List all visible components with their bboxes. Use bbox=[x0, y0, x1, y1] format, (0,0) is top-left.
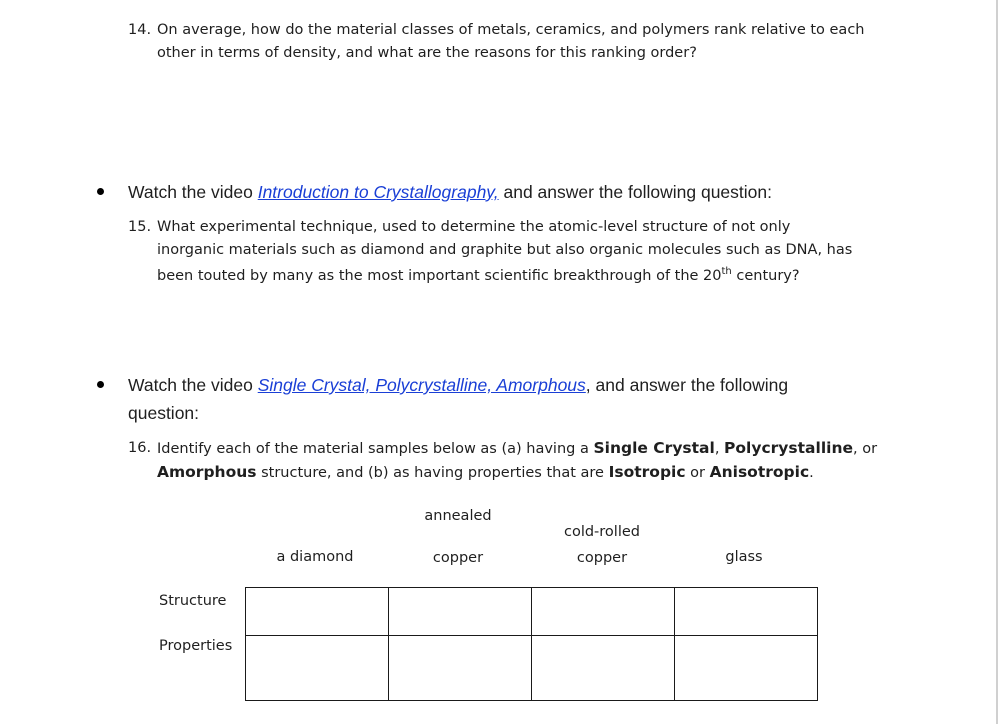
answer-cell[interactable] bbox=[246, 588, 389, 636]
answer-cell[interactable] bbox=[389, 636, 532, 701]
question-text-segment: structure, and (b) as having properties that are bbox=[256, 465, 609, 481]
instruction-suffix: , and answer the following bbox=[585, 375, 789, 395]
term-polycrystalline: Polycrystalline bbox=[724, 439, 853, 457]
column-header-label: a diamond bbox=[276, 549, 354, 565]
bullet-icon bbox=[97, 381, 104, 388]
answer-cell[interactable] bbox=[246, 636, 389, 701]
table-row bbox=[246, 588, 818, 636]
question-text-segment: century? bbox=[731, 268, 800, 284]
question-number: 16. bbox=[128, 440, 152, 456]
column-header-label: annealed bbox=[424, 508, 492, 524]
term-amorphous: Amorphous bbox=[157, 463, 257, 481]
answer-cell[interactable] bbox=[675, 636, 818, 701]
instruction-suffix: and answer the following question: bbox=[498, 182, 772, 202]
question-text-line: What experimental technique, used to determine the atomic-level structure of not only bbox=[157, 219, 791, 235]
answer-table bbox=[245, 587, 818, 701]
question-number: 14. bbox=[128, 22, 152, 38]
row-label-structure: Structure bbox=[159, 593, 227, 609]
question-text-line bbox=[157, 461, 888, 485]
column-header-label: glass bbox=[725, 549, 763, 565]
video-link-single-crystal[interactable]: Single Crystal, Polycrystalline, Amorphous bbox=[257, 375, 586, 395]
question-15 bbox=[128, 216, 888, 288]
answer-cell[interactable] bbox=[532, 636, 675, 701]
question-text-line: inorganic materials such as diamond and graphite but also organic molecules such as DNA, has bbox=[157, 242, 853, 258]
column-header-annealed-copper bbox=[387, 503, 529, 571]
instruction-text-line2: question: bbox=[128, 403, 200, 423]
question-14 bbox=[128, 19, 888, 65]
question-16 bbox=[128, 437, 888, 485]
column-header-glass bbox=[673, 544, 815, 570]
question-text-segment: . bbox=[809, 465, 814, 481]
question-text-segment: , or bbox=[853, 441, 878, 457]
instruction-bullet-1 bbox=[97, 178, 857, 206]
question-text-segment: , bbox=[714, 441, 725, 457]
instruction-text bbox=[128, 371, 857, 399]
bullet-icon bbox=[97, 188, 104, 195]
answer-cell[interactable] bbox=[532, 588, 675, 636]
question-text-line bbox=[157, 265, 888, 288]
column-header-diamond bbox=[244, 544, 386, 570]
instruction-bullet-2 bbox=[97, 371, 857, 427]
column-header-label: cold-rolled bbox=[563, 524, 640, 540]
question-text-line bbox=[157, 437, 888, 461]
question-number: 15. bbox=[128, 219, 152, 235]
question-text-line: other in terms of density, and what are the reasons for this ranking order? bbox=[157, 45, 697, 61]
instruction-prefix: Watch the video bbox=[128, 182, 258, 202]
term-isotropic: Isotropic bbox=[608, 463, 686, 481]
row-label-properties: Properties bbox=[159, 638, 233, 654]
question-text-segment: Identify each of the material samples below as (a) having a bbox=[157, 441, 594, 457]
instruction-text bbox=[128, 178, 857, 206]
instruction-prefix: Watch the video bbox=[128, 375, 258, 395]
answer-cell[interactable] bbox=[675, 588, 818, 636]
question-text-segment: or bbox=[685, 465, 710, 481]
column-header-cold-rolled-copper bbox=[531, 519, 673, 571]
answer-cell[interactable] bbox=[389, 588, 532, 636]
term-single-crystal: Single Crystal bbox=[593, 439, 715, 457]
column-header-label: copper bbox=[576, 550, 628, 566]
table-row bbox=[246, 636, 818, 701]
column-header-label: copper bbox=[432, 550, 484, 566]
video-link-crystallography[interactable]: Introduction to Crystallography, bbox=[257, 182, 499, 202]
question-text-line: On average, how do the material classes of metals, ceramics, and polymers rank relative to each bbox=[157, 22, 865, 38]
term-anisotropic: Anisotropic bbox=[709, 463, 810, 481]
question-text-segment: been touted by many as the most important scientific breakthrough of the 20 bbox=[157, 268, 722, 284]
ordinal-superscript: th bbox=[721, 266, 732, 278]
